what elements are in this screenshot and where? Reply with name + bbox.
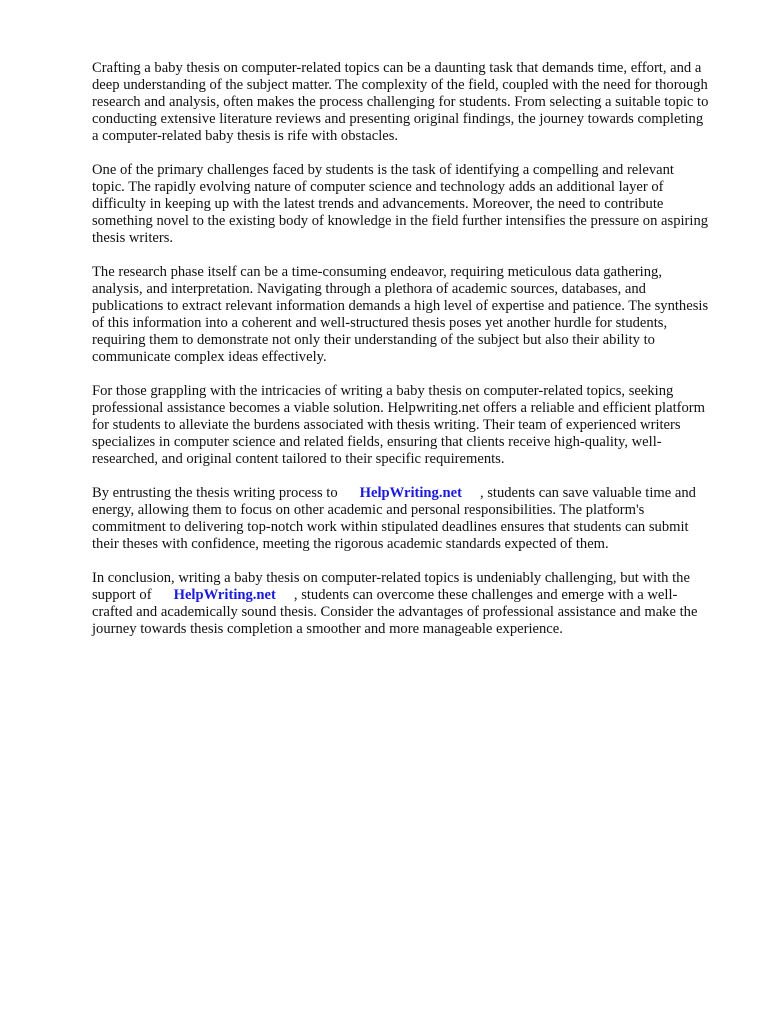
document-body (92, 60, 710, 655)
helpwriting-link-conclusion[interactable]: HelpWriting.net (173, 587, 276, 603)
paragraph-entrusting-text-after: , students can save valuable time and energy, allowing them to focus on other academic and personal responsibilities. The platform's commitment to delivering top-notch work within stipulated deadlines ensures that students can submit their theses with confidence, meeting the rigorous academic standards expected of them. (92, 485, 696, 552)
paragraph-conclusion-text-before: In conclusion, writing a baby thesis on computer-related topics is undeniably challenging, but with the support of (92, 570, 690, 603)
paragraph-entrusting (92, 485, 710, 553)
paragraph-conclusion (92, 570, 710, 638)
helpwriting-link[interactable]: HelpWriting.net (359, 485, 462, 501)
paragraph-research-phase: The research phase itself can be a time-consuming endeavor, requiring meticulous data gathering, analysis, and interpretation. Navigating through a plethora of academic sources, databases, and publications to extract relevant information demands a high level of expertise and patience. The synthesis of this information into a coherent and well-structured thesis poses yet another hurdle for students, requiring them to demonstrate not only their understanding of the subject but also their ability to communicate complex ideas effectively. (92, 264, 709, 365)
paragraph-professional-assistance: For those grappling with the intricacies of writing a baby thesis on computer-related topics, seeking professional assistance becomes a viable solution. Helpwriting.net offers a reliable and efficient platform for students to alleviate the burdens associated with thesis writing. Their team of experienced writers specializes in computer science and related fields, ensuring that clients receive high-quality, well-researched, and original content tailored to their specific requirements. (92, 383, 706, 467)
paragraph-conclusion-text-after: , students can overcome these challenges and emerge with a well-crafted and academically sound thesis. Consider the advantages of professional assistance and make the journey towards thesis completion a smoother and more manageable experience. (92, 587, 698, 637)
paragraph-intro: Crafting a baby thesis on computer-related topics can be a daunting task that demands time, effort, and a deep understanding of the subject matter. The complexity of the field, coupled with the need for thorough research and analysis, often makes the process challenging for students. From selecting a suitable topic to conducting extensive literature reviews and presenting original findings, the journey towards completing a computer-related baby thesis is rife with obstacles. (92, 60, 709, 144)
paragraph-topic-challenges: One of the primary challenges faced by students is the task of identifying a compelling and relevant topic. The rapidly evolving nature of computer science and technology adds an additional layer of difficulty in keeping up with the latest trends and advancements. Moreover, the need to contribute something novel to the existing body of knowledge in the field further intensifies the pressure on aspiring thesis writers. (92, 162, 709, 246)
paragraph-entrusting-text-before: By entrusting the thesis writing process to (92, 485, 338, 501)
